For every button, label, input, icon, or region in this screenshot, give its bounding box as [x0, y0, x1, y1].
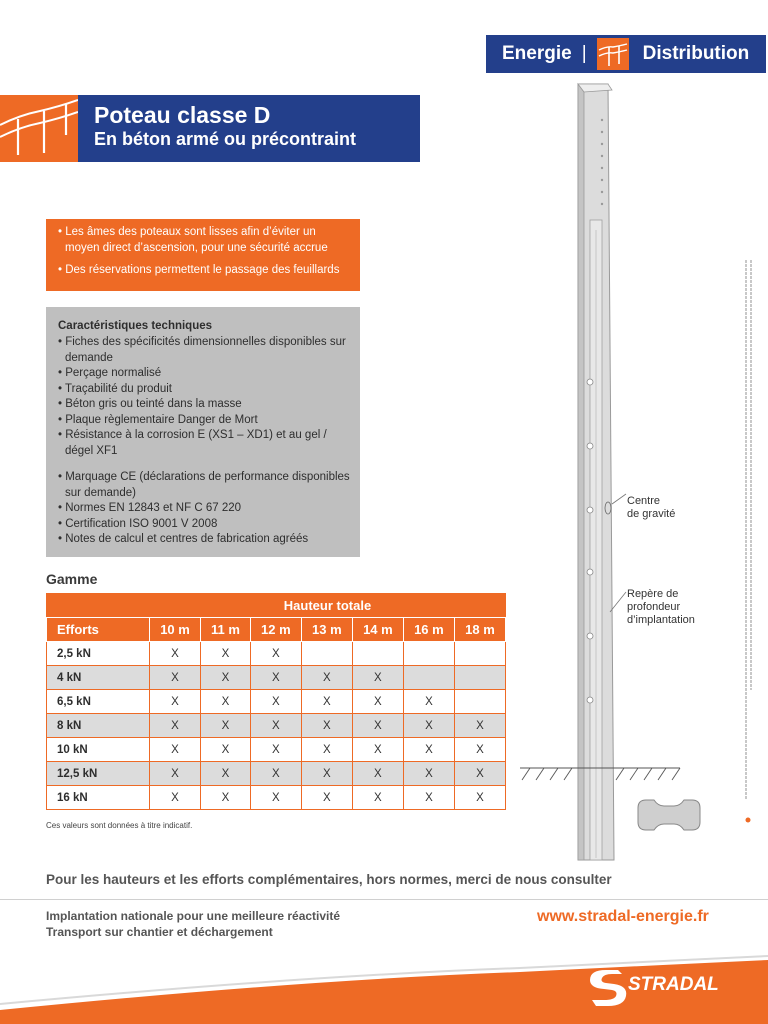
hauteur-header: Hauteur totale — [150, 594, 506, 618]
page-subtitle: En béton armé ou précontraint — [94, 129, 357, 149]
availability-cell — [454, 666, 505, 690]
availability-cell: X — [201, 738, 251, 762]
table-row — [47, 714, 506, 738]
availability-cell — [403, 642, 454, 666]
availability-cell: X — [250, 738, 301, 762]
availability-cell: X — [352, 786, 403, 810]
table-row — [47, 642, 506, 666]
power-line-icon — [597, 38, 629, 70]
availability-cell: X — [352, 690, 403, 714]
availability-cell: X — [250, 690, 301, 714]
depth-label-line: Repère de — [627, 588, 679, 600]
banner-distribution: Distribution — [642, 43, 750, 64]
category-banner — [486, 35, 766, 73]
table-row — [47, 690, 506, 714]
availability-cell: X — [250, 786, 301, 810]
footer-wave — [0, 940, 768, 1024]
footer-line: Implantation nationale pour une meilleure réactivité — [46, 909, 341, 923]
highlight-item: • Des réservations permettent le passage des feuillards — [58, 264, 340, 276]
availability-cell: X — [301, 714, 352, 738]
divider — [0, 899, 768, 900]
availability-cell: X — [301, 690, 352, 714]
availability-cell: X — [250, 714, 301, 738]
title-block — [78, 95, 420, 162]
effort-cell: 12,5 kN — [47, 762, 150, 786]
availability-cell: X — [201, 666, 251, 690]
height-header: 12 m — [250, 618, 301, 642]
availability-cell: X — [150, 666, 201, 690]
effort-cell: 10 kN — [47, 738, 150, 762]
availability-cell: X — [454, 738, 505, 762]
specs-heading: Caractéristiques techniques — [58, 320, 213, 332]
availability-cell: X — [454, 786, 505, 810]
effort-cell: 8 kN — [47, 714, 150, 738]
availability-cell — [403, 666, 454, 690]
availability-cell — [454, 642, 505, 666]
brand-name: STRADAL — [628, 974, 719, 995]
availability-cell: X — [403, 738, 454, 762]
gravity-label-line: Centre — [627, 495, 661, 507]
gravity-label — [627, 495, 675, 521]
table-row — [47, 786, 506, 810]
availability-cell: X — [150, 738, 201, 762]
height-header: 16 m — [403, 618, 454, 642]
availability-cell: X — [352, 738, 403, 762]
effort-cell: 6,5 kN — [47, 690, 150, 714]
spec-item: • Traçabilité du produit — [58, 382, 172, 395]
gravity-label-line: de gravité — [627, 508, 676, 520]
availability-cell: X — [201, 786, 251, 810]
banner-energie: Energie — [502, 43, 572, 64]
availability-cell — [454, 690, 505, 714]
availability-cell: X — [301, 738, 352, 762]
availability-cell: X — [403, 690, 454, 714]
effort-cell: 2,5 kN — [47, 642, 150, 666]
table-row — [47, 762, 506, 786]
effort-cell: 16 kN — [47, 786, 150, 810]
spec-item: • Béton gris ou teinté dans la masse — [58, 398, 242, 410]
spec-item: • Certification ISO 9001 V 2008 — [58, 517, 218, 530]
spec-item: • Marquage CE (déclarations de performance disponibles sur demande) — [58, 471, 350, 499]
availability-cell: X — [301, 786, 352, 810]
height-header: 18 m — [454, 618, 505, 642]
availability-cell: X — [250, 642, 301, 666]
effort-cell: 4 kN — [47, 666, 150, 690]
spec-item: • Résistance à la corrosion E (XS1 – XD1) et au gel / dégel XF1 — [58, 429, 327, 457]
spec-item: • Perçage normalisé — [58, 367, 162, 379]
availability-cell: X — [250, 762, 301, 786]
availability-cell: X — [352, 714, 403, 738]
availability-cell — [301, 642, 352, 666]
legal-fine-print — [742, 260, 756, 830]
availability-cell: X — [150, 642, 201, 666]
availability-cell: X — [403, 714, 454, 738]
footer-line: Transport sur chantier et déchargement — [46, 925, 273, 939]
availability-cell: X — [150, 714, 201, 738]
table-corner — [47, 594, 150, 618]
height-header: 11 m — [201, 618, 251, 642]
availability-cell: X — [403, 786, 454, 810]
height-header: 14 m — [352, 618, 403, 642]
table-note: Ces valeurs sont données à titre indicatif. — [46, 821, 193, 830]
availability-cell: X — [301, 762, 352, 786]
availability-cell: X — [150, 762, 201, 786]
availability-cell: X — [250, 666, 301, 690]
height-header: 10 m — [150, 618, 201, 642]
spec-item: • Notes de calcul et centres de fabrication agréés — [58, 533, 309, 545]
efforts-header: Efforts — [47, 618, 150, 642]
availability-cell: X — [201, 714, 251, 738]
availability-cell: X — [454, 762, 505, 786]
specs-box — [46, 307, 360, 557]
availability-cell: X — [352, 666, 403, 690]
spec-item: • Normes EN 12843 et NF C 67 220 — [58, 502, 242, 514]
availability-cell: X — [403, 762, 454, 786]
availability-cell: X — [201, 690, 251, 714]
banner-separator: | — [581, 43, 587, 64]
availability-cell: X — [150, 690, 201, 714]
availability-cell: X — [454, 714, 505, 738]
pole-diagram — [520, 80, 740, 870]
gamme-title: Gamme — [46, 571, 98, 587]
gamme-table — [46, 593, 506, 810]
availability-cell: X — [150, 786, 201, 810]
height-header: 13 m — [301, 618, 352, 642]
depth-label — [627, 588, 695, 627]
power-line-icon — [0, 95, 78, 162]
spec-item: • Plaque règlementaire Danger de Mort — [58, 413, 258, 426]
website-link[interactable]: www.stradal-energie.fr — [537, 908, 709, 925]
table-row — [47, 738, 506, 762]
availability-cell — [352, 642, 403, 666]
table-row — [47, 666, 506, 690]
page-title: Poteau classe D — [94, 102, 271, 128]
spec-item: • Fiches des spécificités dimensionnelles disponibles sur demande — [58, 336, 346, 364]
highlights-box — [46, 219, 360, 291]
availability-cell: X — [301, 666, 352, 690]
consult-text: Pour les hauteurs et les efforts complémentaires, hors normes, merci de nous consulter — [46, 872, 612, 887]
availability-cell: X — [201, 642, 251, 666]
highlight-item: • Les âmes des poteaux sont lisses afin d’éviter un moyen direct d’ascension, pour une sécurité accrue — [58, 226, 328, 254]
depth-label-line: profondeur — [627, 601, 681, 613]
availability-cell: X — [352, 762, 403, 786]
availability-cell: X — [201, 762, 251, 786]
depth-label-line: d’implantation — [627, 614, 695, 626]
